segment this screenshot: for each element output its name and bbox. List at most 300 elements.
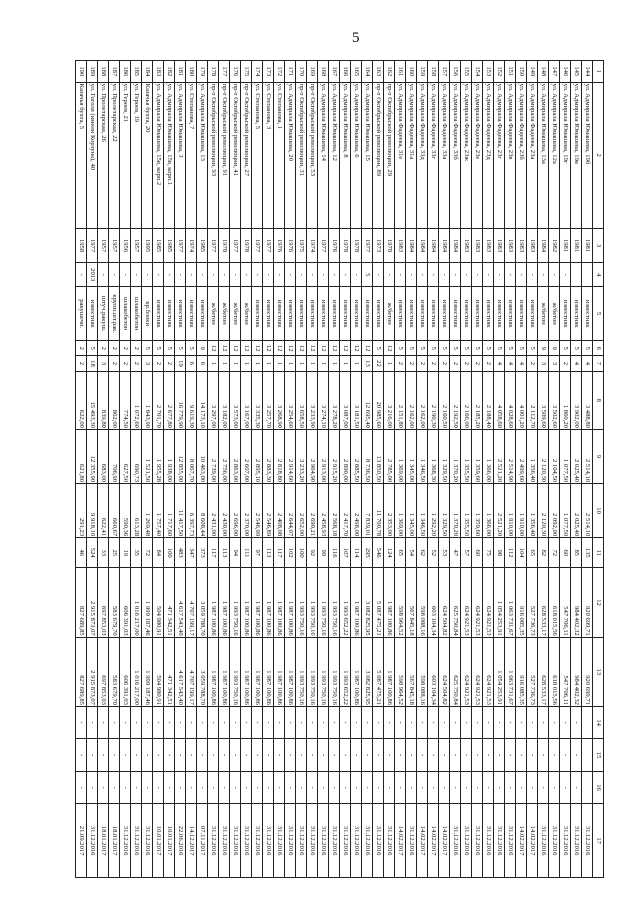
table-cell: -	[472, 263, 483, 287]
table-cell: 102	[285, 538, 296, 568]
table-cell: 2	[76, 341, 87, 356]
table-cell: 1983	[461, 228, 472, 263]
table-cell: 14.12.2017	[186, 804, 197, 878]
table-cell: -	[571, 739, 582, 771]
table-cell: 1 370,20	[450, 429, 461, 483]
table-cell: 624 921,53	[472, 637, 483, 706]
table-cell: 6 397,73	[186, 484, 197, 538]
table-cell: 2 151,80	[395, 371, 406, 429]
table-cell: 583 679,70	[109, 637, 120, 706]
table-row	[153, 61, 164, 878]
table-cell: 827 689,85	[76, 568, 87, 637]
table-cell: 169	[307, 61, 318, 83]
table-cell: -	[307, 706, 318, 738]
table-cell: 3 216,00	[384, 371, 395, 429]
table-cell: 1 329,50	[439, 484, 450, 538]
table-cell: 162	[384, 61, 395, 83]
table-cell: 113	[219, 538, 230, 568]
table-cell: 35	[131, 538, 142, 568]
table-cell: 660,67	[109, 484, 120, 538]
table-cell: 1	[285, 356, 296, 371]
table-cell: 9	[549, 341, 560, 356]
table-cell: 5	[175, 341, 186, 356]
table-cell: 156	[450, 61, 461, 83]
table-cell: 100	[164, 538, 175, 568]
table-cell: ж/бетон	[241, 287, 252, 341]
table-cell: -	[417, 739, 428, 771]
table-cell: 31.12.2016	[461, 804, 472, 878]
table-cell: 1977	[230, 228, 241, 263]
table-cell: 9	[538, 341, 549, 356]
table-row	[120, 61, 131, 878]
table-cell: 4 001,20	[516, 371, 527, 429]
table-cell: 1977	[87, 228, 98, 263]
table-cell: 2 739,00	[208, 429, 219, 483]
table-cell: ж/бетон	[219, 287, 230, 341]
table-cell: 1977	[208, 228, 219, 263]
table-cell: пр-т Октябрьской революции, 53	[307, 82, 318, 228]
table-cell: 1976	[274, 228, 285, 263]
table-cell: -	[241, 706, 252, 738]
table-cell: 14.02.2017	[417, 804, 428, 878]
table-cell: известняк	[417, 287, 428, 341]
table-row	[505, 61, 516, 878]
housing-registry-table	[75, 60, 604, 878]
table-cell: 2	[109, 341, 120, 356]
table-cell: -	[197, 771, 208, 803]
table-cell: 111	[241, 538, 252, 568]
table-cell: 2 185,20	[472, 371, 483, 429]
table-cell: 31.12.2016	[208, 804, 219, 878]
table-cell: -	[461, 706, 472, 738]
table-cell: 567 845,18	[406, 637, 417, 706]
table-cell: 31.12.2016	[285, 804, 296, 878]
table-cell: -	[142, 263, 153, 287]
table-row	[252, 61, 263, 878]
table-cell: -	[109, 739, 120, 771]
table-row	[582, 61, 593, 878]
table-cell: 168	[318, 61, 329, 83]
table-cell: 2 701,70	[153, 371, 164, 429]
table-cell: 31.12.2016	[560, 804, 571, 878]
table-cell: 1 346,50	[417, 484, 428, 538]
table-cell: ул. Адмирала Фадеева, 23ж	[461, 82, 472, 228]
table-cell: 2	[428, 356, 439, 371]
table-cell: 621,80	[76, 429, 87, 483]
table-cell: -	[219, 263, 230, 287]
table-cell: 2 885,50	[351, 429, 362, 483]
table-cell: -	[406, 739, 417, 771]
table-cell: -	[175, 706, 186, 738]
table-cell: 2 120,30	[538, 429, 549, 483]
table-cell: ул. Адмирала Фадеева, 33б	[450, 82, 461, 228]
table-cell: ул. Адмирала Юмашева, 13	[197, 82, 208, 228]
table-cell: 1	[384, 356, 395, 371]
table-cell: ул. Адмирала Фадеева, 23а	[527, 82, 538, 228]
table-cell: 1 757,40	[153, 484, 164, 538]
table-cell: ул. Адмирала Юмашева, 14	[318, 82, 329, 228]
table-cell: 2 192,50	[450, 371, 461, 429]
table-cell: ул. Пролетарская, 22	[109, 82, 120, 228]
table-cell: -	[560, 771, 571, 803]
table-cell: 31.12.2016	[582, 804, 593, 878]
table-cell: -	[87, 706, 98, 738]
table-cell: 157	[439, 61, 450, 83]
table-cell: 160	[406, 61, 417, 83]
table-cell: 2 188,40	[483, 371, 494, 429]
table-cell: известняк	[351, 287, 362, 341]
table-cell: 1	[230, 356, 241, 371]
table-cell: ул. Адмирала Юмашева, 12а	[549, 82, 560, 228]
table-cell: -	[395, 739, 406, 771]
table-cell: 1973	[373, 228, 384, 263]
table-cell: 291,23	[76, 484, 87, 538]
table-row	[164, 61, 175, 878]
table-cell: известняк	[461, 287, 472, 341]
table-cell: ул. Героев, 21	[120, 82, 131, 228]
table-row	[285, 61, 296, 878]
table-cell: ул. Гоголя (имени Корзуна), 40	[87, 82, 98, 228]
table-cell: 184	[142, 61, 153, 83]
table-cell: -	[395, 771, 406, 803]
table-cell: 1 345,00	[406, 429, 417, 483]
table-cell: 31.12.2016	[142, 804, 153, 878]
table-cell: 1983	[494, 228, 505, 263]
table-cell: 12 855,00	[175, 429, 186, 483]
table-cell: -	[120, 706, 131, 738]
table-cell: 1	[296, 356, 307, 371]
table-cell: 1977	[318, 228, 329, 263]
table-cell: 624 921,53	[461, 568, 472, 637]
table-cell: ул. Адмирала Юмашева, 15	[362, 82, 373, 228]
table-cell: 5	[582, 341, 593, 356]
table-cell: -	[384, 706, 395, 738]
table-cell: -	[417, 771, 428, 803]
table-cell: 14.02.2017	[428, 804, 439, 878]
table-cell: 176	[230, 61, 241, 83]
table-cell: известняк	[274, 287, 285, 341]
table-cell: 12	[384, 341, 395, 356]
table-cell: ж/бетон	[208, 287, 219, 341]
table-cell: 31.12.2016	[296, 804, 307, 878]
table-cell: 1 987 100,86	[285, 637, 296, 706]
table-cell: -	[285, 706, 296, 738]
table-cell: -	[208, 771, 219, 803]
table-cell: известняк	[450, 287, 461, 341]
table-cell: -	[340, 771, 351, 803]
table-cell	[582, 771, 593, 803]
table-cell: 1 016 217,00	[131, 568, 142, 637]
table-cell: известняк	[560, 287, 571, 341]
table-row	[516, 61, 527, 878]
table-cell: ул. Адмирала Юмашева, 19в	[571, 82, 582, 228]
table-cell: 124	[384, 538, 395, 568]
table-cell: 1 993 750,16	[307, 568, 318, 637]
table-cell: -	[142, 706, 153, 738]
table-cell: -	[329, 706, 340, 738]
table-cell: 1 993 750,16	[230, 568, 241, 637]
table-cell: 2 546,99	[252, 484, 263, 538]
table-cell: 2 370,00	[241, 484, 252, 538]
table-cell: 5	[186, 341, 197, 356]
table-cell: 1981	[571, 228, 582, 263]
table-cell: 31.12.2016	[241, 804, 252, 878]
table-cell: -	[571, 706, 582, 738]
table-cell: 161	[395, 61, 406, 83]
table-cell: 683,00	[98, 429, 109, 483]
table-cell: -	[450, 263, 461, 287]
table-cell: 625 750,84	[450, 637, 461, 706]
table-cell: 2	[120, 341, 131, 356]
table-cell: -	[560, 739, 571, 771]
table-cell: 1 910,00	[516, 484, 527, 538]
table-cell: 2	[527, 356, 538, 371]
table-cell: -	[164, 263, 175, 287]
table-cell: 13 850,50	[373, 429, 384, 483]
table-cell: -	[373, 706, 384, 738]
table-cell: 144	[582, 61, 593, 83]
table-cell: 1983	[516, 228, 527, 263]
table-cell: 1976	[329, 228, 340, 263]
table-cell: 1	[263, 356, 274, 371]
table-cell: 697 853,03	[98, 637, 109, 706]
table-cell: -	[186, 739, 197, 771]
table-cell: 12	[274, 341, 285, 356]
table-cell: 1 955,28	[153, 429, 164, 483]
table-cell: -	[318, 263, 329, 287]
table-row	[395, 61, 406, 878]
table-cell: 5	[593, 287, 604, 341]
table-cell: 6	[197, 356, 208, 371]
table-cell: 185	[131, 61, 142, 83]
table-cell: 1 356,40	[527, 484, 538, 538]
table-cell: -	[461, 263, 472, 287]
table-cell: 625 750,84	[450, 568, 461, 637]
table-cell: 524	[87, 538, 98, 568]
table-cell: 5	[164, 341, 175, 356]
table-cell: 7 839,01	[362, 484, 373, 538]
table-cell: известняк	[340, 287, 351, 341]
table-cell: 1975	[296, 228, 307, 263]
table-cell: 1984	[417, 228, 428, 263]
table-cell: 1 346,50	[417, 429, 428, 483]
table-cell: 1957	[109, 228, 120, 263]
table-cell: ул. Адмирала Фадеева, 31а	[406, 82, 417, 228]
table-cell: 2 431,00	[208, 484, 219, 538]
table-cell: 1958	[76, 228, 87, 263]
table-cell: 567 845,18	[406, 568, 417, 637]
table-cell: -	[538, 263, 549, 287]
table-cell: 5	[417, 341, 428, 356]
table-cell: 1977	[252, 228, 263, 263]
table-cell: 190	[76, 61, 87, 83]
table-cell: ул. Степанова, 7	[186, 82, 197, 228]
table-cell: 46	[76, 538, 87, 568]
table-cell: 135	[582, 538, 593, 568]
table-cell: 3 254,60	[285, 371, 296, 429]
table-cell: 2 607,00	[241, 429, 252, 483]
table-row	[274, 61, 285, 878]
table-cell: ул. Адмирала Юмашева, 8	[340, 82, 351, 228]
table-cell: -	[516, 706, 527, 738]
table-cell: -	[131, 263, 142, 287]
table-cell: 98	[494, 538, 505, 568]
table-row	[219, 61, 230, 878]
table-cell: 72	[549, 538, 560, 568]
table-cell: 12	[241, 341, 252, 356]
table-cell: 527 736,73	[527, 637, 538, 706]
table-cell: ул. Степанова, 5	[252, 82, 263, 228]
table-cell: 1981	[582, 228, 593, 263]
table-cell: известняк	[285, 287, 296, 341]
table-cell: 1 987 100,86	[384, 568, 395, 637]
table-cell: 8	[593, 371, 604, 429]
table-cell: -	[98, 771, 109, 803]
table-cell: 31.12.2016	[87, 804, 98, 878]
table-cell: 153	[483, 61, 494, 83]
table-cell: 53	[439, 538, 450, 568]
table-cell: 3	[538, 356, 549, 371]
table-cell: ул. Адмирала Фадеева, 23б	[516, 82, 527, 228]
table-cell: 5	[472, 341, 483, 356]
table-cell: известняк	[263, 287, 274, 341]
table-cell: 31.12.2016	[384, 804, 395, 878]
table-cell: 31.12.2016	[230, 804, 241, 878]
rotated-table-container	[78, 60, 604, 878]
table-cell: -	[516, 771, 527, 803]
table-cell: 11	[593, 538, 604, 568]
table-cell: 3 167,00	[241, 371, 252, 429]
table-cell: 6	[186, 356, 197, 371]
table-cell: -	[318, 739, 329, 771]
table-cell: 603 104,34	[428, 637, 439, 706]
table-cell: 1 987 100,86	[208, 637, 219, 706]
table-cell: 2 568,18	[329, 484, 340, 538]
table-cell: 31.12.2016	[571, 804, 582, 878]
table-cell: 2 025,40	[571, 429, 582, 483]
table-cell: 598 964,52	[395, 568, 406, 637]
table-cell: 2 104,50	[549, 429, 560, 483]
table-cell: известняк	[483, 287, 494, 341]
table-cell: 1	[219, 356, 230, 371]
table-cell: 2	[483, 356, 494, 371]
table-cell: -	[164, 739, 175, 771]
table-cell: -	[571, 771, 582, 803]
table-cell: 12	[351, 341, 362, 356]
table-cell: -	[406, 263, 417, 287]
table-cell: 2 025,40	[571, 484, 582, 538]
table-cell: 31.12.2016	[362, 804, 373, 878]
table-cell: 2 913,00	[318, 429, 329, 483]
table-cell: -	[351, 706, 362, 738]
table-cell: известняк	[406, 287, 417, 341]
table-cell: 31.12.2016	[494, 804, 505, 878]
table-cell: ул. Степанова, 3	[263, 82, 274, 228]
table-cell: -	[296, 739, 307, 771]
table-cell: -	[461, 739, 472, 771]
table-cell: известняк	[197, 287, 208, 341]
table-row	[450, 61, 461, 878]
table-cell: -	[494, 263, 505, 287]
table-row	[109, 61, 120, 878]
table-cell: -	[208, 706, 219, 738]
table-cell: известняк	[582, 287, 593, 341]
table-cell: -	[76, 706, 87, 738]
table-cell: 5	[373, 341, 384, 356]
table-cell: 606 391,03	[120, 637, 131, 706]
table-cell: 547 706,11	[560, 568, 571, 637]
table-cell: 31.12.2016	[472, 804, 483, 878]
table-row	[483, 61, 494, 878]
table-cell: 31.12.2016	[274, 804, 285, 878]
table-cell: 1 993 750,16	[318, 568, 329, 637]
table-cell: 11 700,78	[373, 484, 384, 538]
table-cell: -	[527, 739, 538, 771]
table-cell: 1978	[384, 228, 395, 263]
table-cell: -	[428, 739, 439, 771]
table-cell: 177	[219, 61, 230, 83]
table-cell: 5 087 475,21	[373, 637, 384, 706]
table-cell: 5	[406, 341, 417, 356]
table-cell: -	[175, 739, 186, 771]
table-cell: -	[384, 263, 395, 287]
table-cell: ж/бетон	[230, 287, 241, 341]
table-cell: пр-т Октябрьской революции, 41	[230, 82, 241, 228]
table-cell: 2	[120, 356, 131, 371]
table-cell: 1 999 187,46	[142, 568, 153, 637]
table-cell: известняк	[373, 287, 384, 341]
table-cell: 5	[428, 341, 439, 356]
table-cell: 92	[307, 538, 318, 568]
table-cell: 1 987 100,86	[252, 637, 263, 706]
table-cell: -	[549, 771, 560, 803]
table-cell: известняк	[527, 287, 538, 341]
table-cell: 164	[362, 61, 373, 83]
table-cell: -	[549, 706, 560, 738]
table-cell: -	[230, 706, 241, 738]
table-cell: 10.01.2017	[164, 804, 175, 878]
table-cell: 10.01.2017	[153, 804, 164, 878]
table-cell: 3	[142, 356, 153, 371]
table-cell: 179	[197, 61, 208, 83]
table-cell: 1985	[197, 228, 208, 263]
table-cell: 2 498,00	[351, 484, 362, 538]
table-row	[208, 61, 219, 878]
table-cell: 1 993 750,16	[329, 637, 340, 706]
table-frame	[78, 60, 604, 878]
table-cell: 1 993 750,16	[296, 637, 307, 706]
table-cell: 18.01.2017	[98, 804, 109, 878]
table-cell: 1983	[472, 228, 483, 263]
table-cell	[571, 263, 582, 287]
table-cell: 1977	[362, 228, 373, 263]
table-cell: пр-т Октябрьской революции, 27	[241, 82, 252, 228]
table-cell: 1 063 731,67	[505, 568, 516, 637]
table-cell: 4	[494, 356, 505, 371]
table-cell: -	[505, 739, 516, 771]
table-cell: 57	[461, 538, 472, 568]
table-cell: 1983	[483, 228, 494, 263]
table-cell: 21.09.2017	[76, 804, 87, 878]
table-cell: 31.12.2016	[120, 804, 131, 878]
table-cell: -	[296, 706, 307, 738]
table-cell: 158	[428, 61, 439, 83]
table-cell: 598 964,52	[395, 637, 406, 706]
table-cell: 19	[120, 538, 131, 568]
table-cell: 5	[362, 263, 373, 287]
table-cell: 170	[296, 61, 307, 83]
table-cell: 2	[439, 356, 450, 371]
